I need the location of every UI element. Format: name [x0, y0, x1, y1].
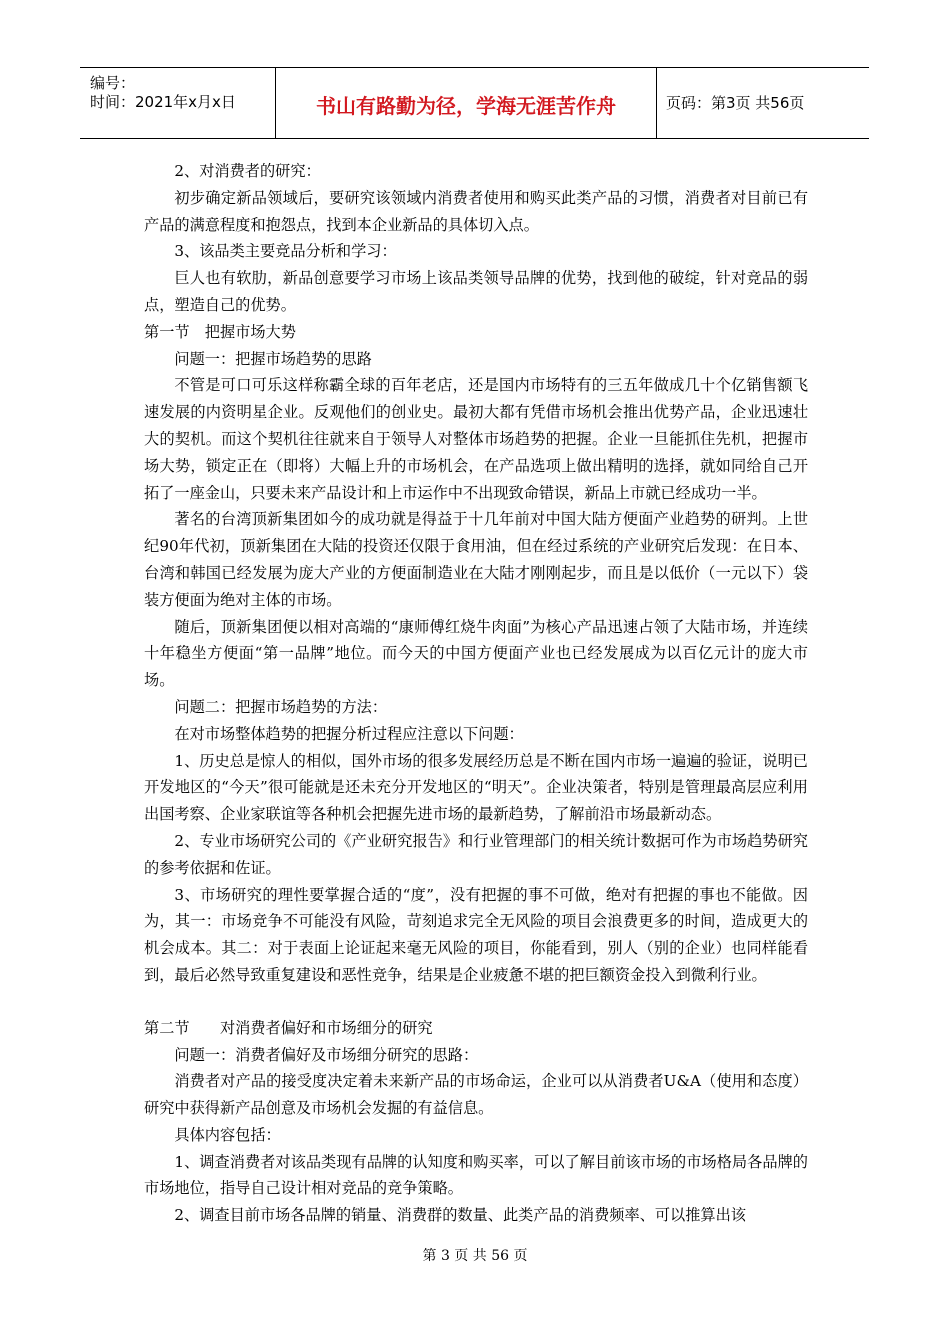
paragraph: 问题一：消费者偏好及市场细分研究的思路：	[174, 1045, 479, 1064]
paragraph: 随后，顶新集团便以相对高端的“康师傅红烧牛肉面”为核心产品迅速占领了大陆市场，并连续十年稳坐方便面“第一品牌”地位。而今天的中国方便面产业也已经发展成为以百亿元计的庞大市场。	[144, 617, 808, 690]
paragraph: 1、历史总是惊人的相似，国外市场的很多发展经历总是不断在国内市场一遍遍的验证，说明已开发地区的“今天”很可能就是还未充分开发地区的“明天”。企业决策者，特别是管理最高层应利用出国考察、企业家联谊等各种机会把握先进市场的最新趋势，了解前沿市场最新动态。	[144, 751, 808, 824]
header-meta-cell	[80, 68, 276, 138]
paragraph: 不管是可口可乐这样称霸全球的百年老店，还是国内市场特有的三五年做成几十个亿销售额飞速发展的内资明星企业。反观他们的创业史。最初大都有凭借市场机会推出优势产品，企业迅速壮大的契机。而这个契机往往就来自于领导人对整体市场趋势的把握。企业一旦能抓住先机，把握市场大势，锁定正在（即将）大幅上升的市场机会，在产品选项上做出精明的选择，就如同给自己开拓了一座金山，只要未来产品设计和上市运作中不出现致命错误，新品上市就已经成功一半。	[144, 376, 808, 502]
paragraph: 2、专业市场研究公司的《产业研究报告》和行业管理部门的相关统计数据可作为市场趋势研究的参考依据和佐证。	[144, 831, 808, 877]
document-date: 时间：2021年x月x日	[90, 93, 236, 111]
paragraph: 3、该品类主要竞品分析和学习：	[174, 242, 397, 261]
paragraph: 著名的台湾顶新集团如今的成功就是得益于十几年前对中国大陆方便面产业趋势的研判。上世纪90年代初，顶新集团在大陆的投资还仅限于食用油，但在经过系统的产业研究后发现：在日本、台湾和韩国已经发展为庞大产业的方便面制造业在大陆才刚刚起步，而且是以低价（一元以下）袋装方便面为绝对主体的市场。	[144, 510, 808, 609]
paragraph: 巨人也有软肋，新品创意要学习市场上该品类领导品牌的优势，找到他的破绽，针对竞品的弱点，塑造自己的优势。	[144, 269, 808, 314]
paragraph: 1、调查消费者对该品类现有品牌的认知度和购买率，可以了解目前该市场的市场格局各品牌的市场地位，指导自己设计相对竞品的竞争策略。	[144, 1152, 808, 1198]
header-table	[80, 67, 869, 139]
paragraph: 2、对消费者的研究：	[174, 162, 321, 180]
document-number-label: 编号：	[90, 74, 136, 92]
paragraph: 2、调查目前市场各品牌的销量、消费群的数量、此类产品的消费频率、可以推算出该	[174, 1206, 746, 1225]
section-heading: 第二节 对消费者偏好和市场细分的研究	[144, 1018, 433, 1037]
paragraph: 问题二：把握市场趋势的方法：	[174, 697, 388, 716]
header-motto: 书山有路勤为径，学海无涯苦作舟	[316, 94, 616, 118]
header-motto-cell	[276, 68, 657, 138]
paragraph: 消费者对产品的接受度决定着未来新产品的市场命运，企业可以从消费者U&A（使用和态度）研究中获得新产品创意及市场机会发掘的有益信息。	[144, 1072, 808, 1118]
section-heading: 第一节 把握市场大势	[144, 322, 296, 341]
header-page-number: 页码：第3页 共56页	[666, 94, 805, 112]
paragraph: 初步确定新品领域后，要研究该领域内消费者使用和购买此类产品的习惯，消费者对目前已有产品的满意程度和抱怨点，找到本企业新品的具体切入点。	[144, 188, 808, 234]
page-footer: 第 3 页 共 56 页	[422, 1248, 528, 1264]
header-page-cell	[657, 68, 869, 138]
paragraph: 问题一：把握市场趋势的思路	[174, 349, 372, 368]
paragraph: 3、市场研究的理性要掌握合适的“度”，没有把握的事不可做，绝对有把握的事也不能做。因为，其一：市场竞争不可能没有风险，苛刻追求完全无风险的项目会浪费更多的时间，造成更大的机会成本。其二：对于表面上论证起来毫无风险的项目，你能看到，别人（别的企业）也同样能看到，最后必然导致重复建设和恶性竞争，结果是企业疲惫不堪的把巨额资金投入到微利行业。	[144, 885, 808, 984]
paragraph: 具体内容包括：	[174, 1125, 281, 1144]
paragraph: 在对市场整体趋势的把握分析过程应注意以下问题：	[174, 724, 524, 743]
document-body	[144, 158, 808, 1229]
